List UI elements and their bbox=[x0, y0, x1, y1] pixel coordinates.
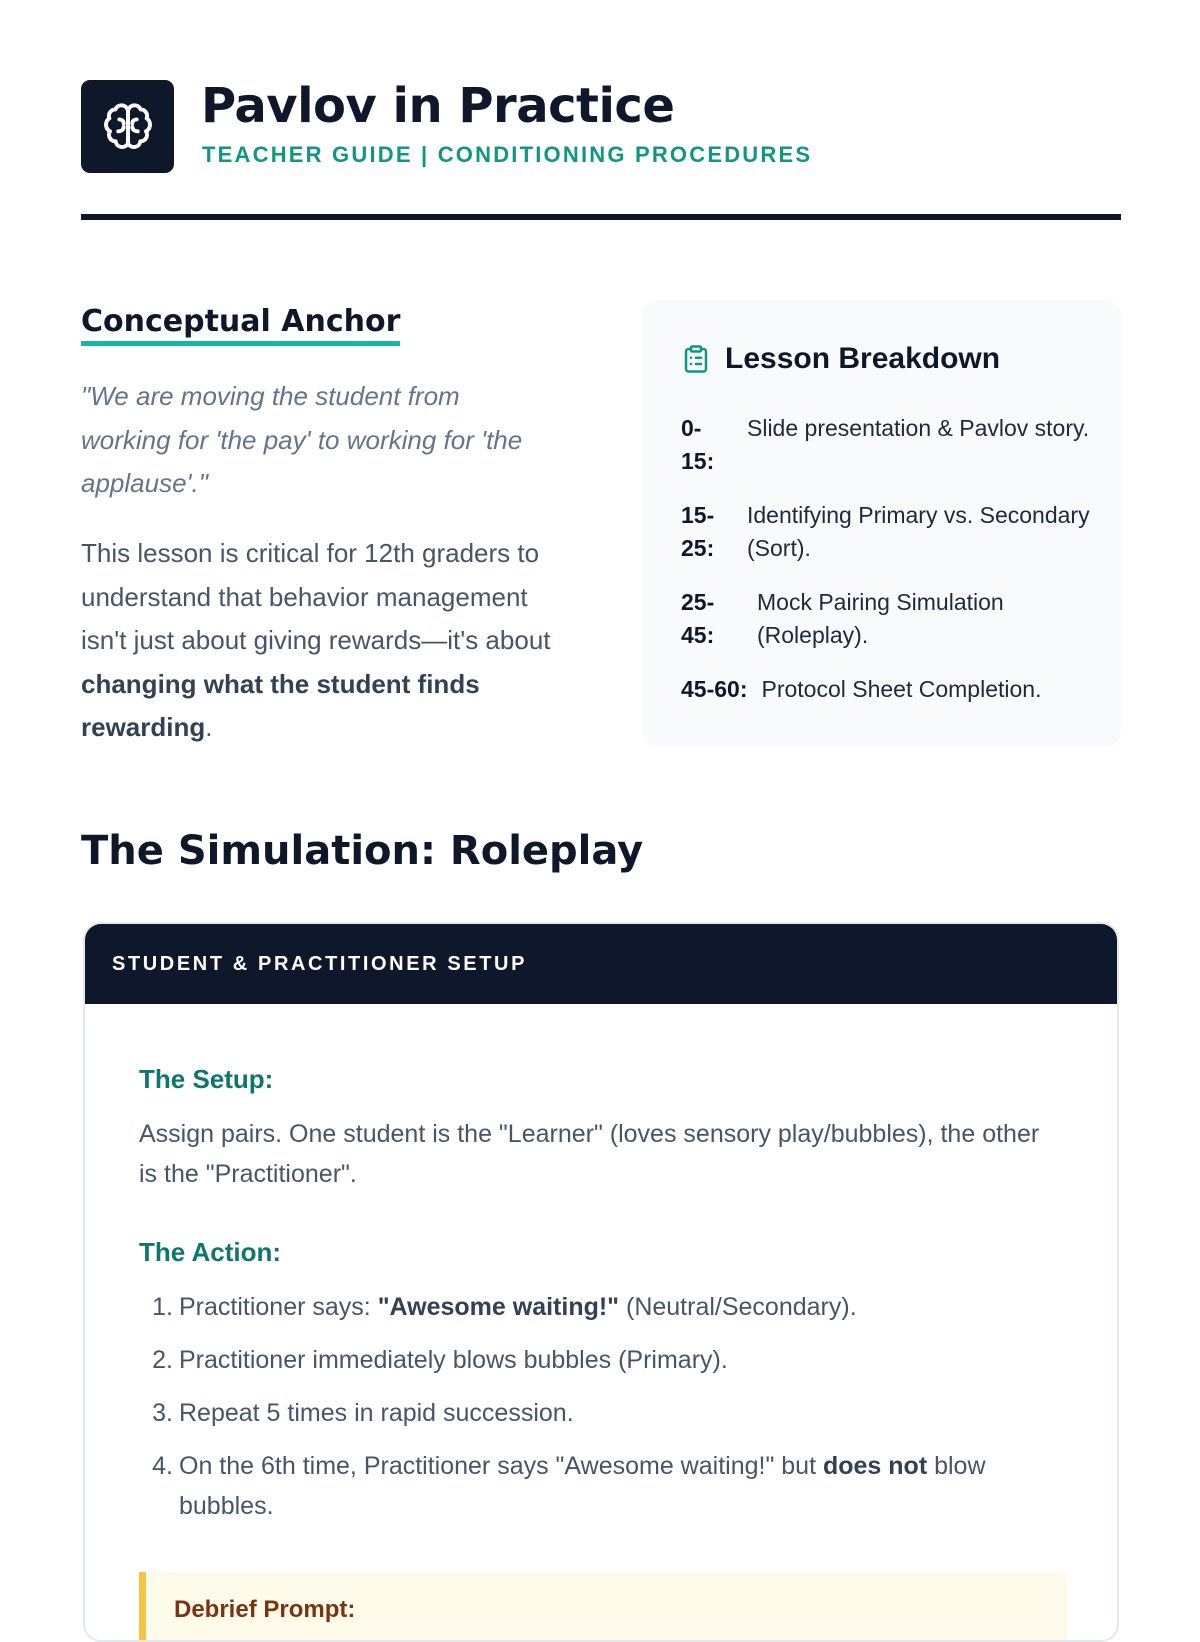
step-pre: On the 6th time, Practitioner says "Awesome waiting!" but bbox=[179, 1452, 823, 1480]
list-item bbox=[139, 1446, 1059, 1526]
debrief-title: Debrief Prompt: bbox=[174, 1596, 356, 1623]
lesson-breakdown-title: Lesson Breakdown bbox=[725, 342, 1001, 375]
step-text bbox=[179, 1340, 1059, 1380]
list-item bbox=[681, 412, 1101, 478]
step-post: blow bubbles. bbox=[179, 1452, 986, 1520]
step-pre: Practitioner immediately blows bubbles (Primary). bbox=[179, 1346, 728, 1374]
lesson-breakdown-card bbox=[642, 300, 1121, 747]
simulation-heading: The Simulation: Roleplay bbox=[81, 828, 644, 874]
time-range: 0-15: bbox=[681, 415, 715, 474]
step-number: 4. bbox=[152, 1452, 173, 1480]
step-pre: Repeat 5 times in rapid succession. bbox=[179, 1399, 574, 1427]
list-item bbox=[139, 1340, 1059, 1380]
lesson-breakdown-header bbox=[681, 342, 1000, 376]
list-item bbox=[681, 499, 1101, 565]
intro-text: This lesson is critical for 12th graders to understand that behavior management isn't just about giving rewards—it's about bbox=[81, 538, 551, 655]
list-item bbox=[139, 1287, 1059, 1327]
conceptual-anchor-heading: Conceptual Anchor bbox=[81, 305, 400, 346]
anchor-quote: "We are moving the student from working for 'the pay' to working for 'the applause'." bbox=[81, 381, 523, 498]
time-range: 45-60: bbox=[681, 676, 748, 702]
clipboard-icon bbox=[681, 344, 711, 374]
action-steps bbox=[139, 1287, 1059, 1539]
activity: Protocol Sheet Completion. bbox=[761, 676, 1042, 702]
simulation-bar: STUDENT & PRACTITIONER SETUP bbox=[85, 924, 1117, 1004]
step-bold: "Awesome waiting!" bbox=[377, 1293, 620, 1321]
step-post: (Neutral/Secondary). bbox=[619, 1293, 857, 1321]
list-item bbox=[681, 586, 1101, 652]
activity: Mock Pairing Simulation (Roleplay). bbox=[757, 589, 1004, 648]
action-heading: The Action: bbox=[139, 1237, 282, 1267]
step-pre: Practitioner says: bbox=[179, 1293, 378, 1321]
simulation-box bbox=[83, 922, 1119, 1642]
step-bold: does not bbox=[822, 1452, 928, 1480]
intro-end: . bbox=[205, 712, 213, 742]
list-item bbox=[139, 1393, 1059, 1433]
brain-icon bbox=[102, 101, 154, 153]
activity: Identifying Primary vs. Secondary (Sort). bbox=[747, 502, 1090, 561]
step-text bbox=[179, 1393, 1059, 1433]
step-number: 1. bbox=[152, 1293, 173, 1321]
page-title: Pavlov in Practice bbox=[201, 78, 675, 134]
time-range: 25-45: bbox=[681, 589, 715, 648]
activity: Slide presentation & Pavlov story. bbox=[747, 415, 1090, 441]
step-number: 3. bbox=[152, 1399, 173, 1427]
page-subtitle: TEACHER GUIDE | CONDITIONING PROCEDURES bbox=[202, 142, 813, 167]
step-number: 2. bbox=[152, 1346, 173, 1374]
time-range: 15-25: bbox=[681, 502, 715, 561]
header-divider bbox=[81, 214, 1121, 220]
list-item bbox=[681, 673, 1101, 706]
logo bbox=[81, 80, 174, 173]
header bbox=[81, 80, 1121, 220]
step-text bbox=[179, 1287, 1059, 1327]
setup-text: Assign pairs. One student is the "Learner" (loves sensory play/bubbles), the other is the "Practitioner". bbox=[139, 1120, 1040, 1188]
intro-emphasis: changing what the student finds rewarding bbox=[81, 668, 480, 742]
debrief-callout bbox=[139, 1572, 1067, 1642]
step-text bbox=[179, 1446, 1059, 1526]
anchor-intro bbox=[81, 532, 551, 750]
setup-heading: The Setup: bbox=[139, 1064, 274, 1094]
lesson-breakdown-list bbox=[681, 412, 1101, 727]
